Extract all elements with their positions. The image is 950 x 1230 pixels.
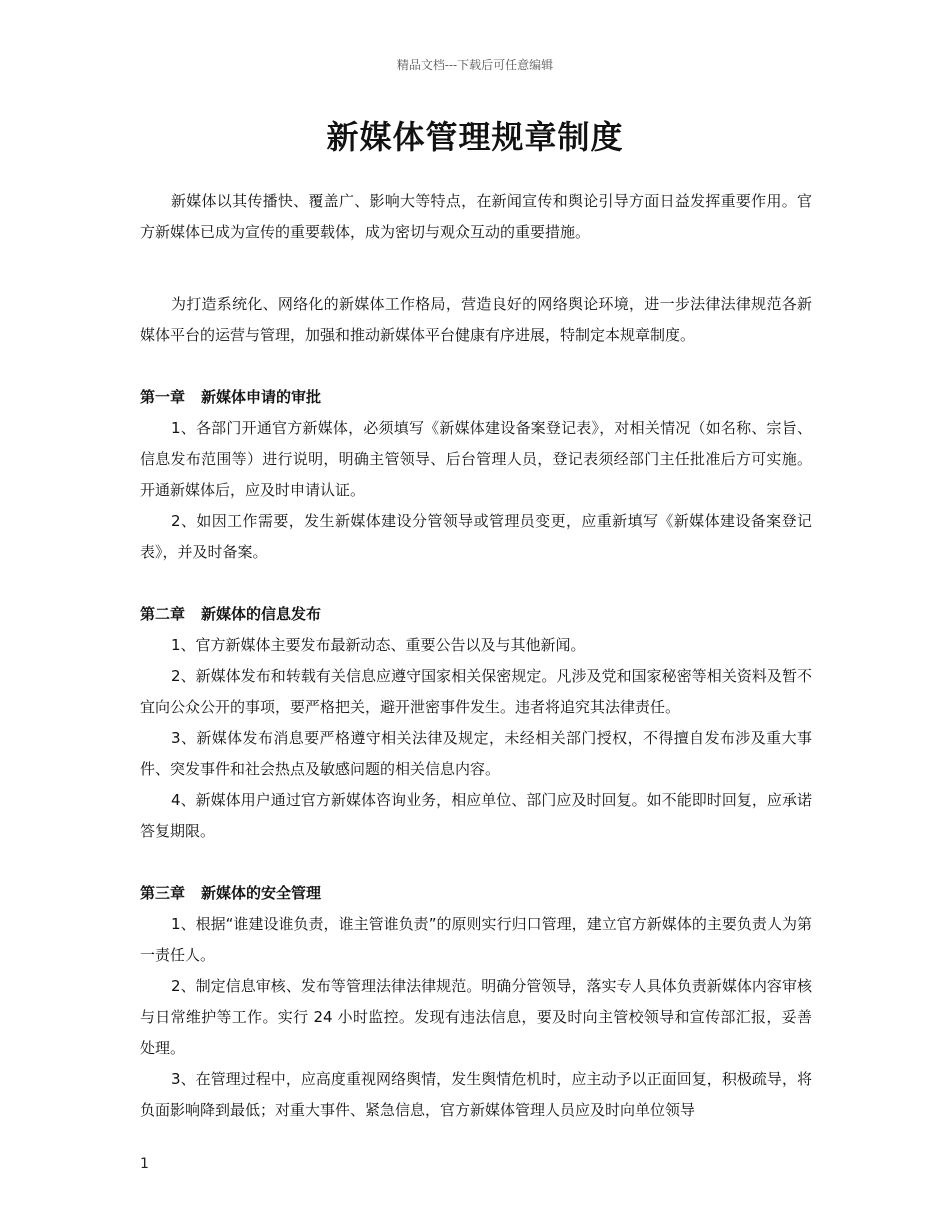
- clause-paragraph: 1、根据“谁建设谁负责，谁主管谁负责”的原则实行归口管理，建立官方新媒体的主要负责人为第一责任人。: [140, 915, 812, 964]
- chapter-number: 第二章: [140, 605, 186, 623]
- clause-paragraph: 2、如因工作需要，发生新媒体建设分管领导或管理员变更，应重新填写《新媒体建设备案登记表》，并及时备案。: [140, 512, 812, 561]
- document-title: 新媒体管理规章制度: [326, 118, 624, 156]
- paragraph-spacer: [140, 248, 812, 289]
- chapter-name: 新媒体的安全管理: [201, 884, 322, 902]
- header-note: 精品文档---下载后可任意编辑: [396, 58, 554, 72]
- intro-paragraph: 为打造系统化、网络化的新媒体工作格局，营造良好的网络舆论环境，进一步法律法律规范各新媒体平台的运营与管理，加强和推动新媒体平台健康有序进展，特制定本规章制度。: [140, 295, 812, 344]
- chapter-title: [140, 382, 812, 413]
- chapter-2: [140, 599, 812, 847]
- clause-paragraph: 1、官方新媒体主要发布最新动态、重要公告以及与其他新闻。: [171, 636, 586, 654]
- chapter-3: [140, 878, 812, 1126]
- clause-paragraph: 2、制定信息审核、发布等管理法律法律规范。明确分管领导，落实专人具体负责新媒体内容审核与日常维护等工作。实行 24 小时监控。发现有违法信息，要及时向主管校领导和宣传部汇报，妥善处理。: [140, 977, 812, 1057]
- chapter-number: 第三章: [140, 884, 186, 902]
- clause-paragraph: 4、新媒体用户通过官方新媒体咨询业务，相应单位、部门应及时回复。如不能即时回复，应承诺答复期限。: [140, 791, 812, 840]
- chapter-title: [140, 599, 812, 630]
- clause-paragraph: 2、新媒体发布和转载有关信息应遵守国家相关保密规定。凡涉及党和国家秘密等相关资料及暂不宜向公众公开的事项，要严格把关，避开泄密事件发生。违者将追究其法律责任。: [140, 667, 812, 716]
- chapter-title: [140, 878, 812, 909]
- chapter-name: 新媒体的信息发布: [201, 605, 322, 623]
- chapter-spacer: [140, 568, 812, 599]
- page-number: 1: [140, 1156, 149, 1172]
- chapter-spacer: [140, 351, 812, 382]
- clause-paragraph: 1、各部门开通官方新媒体，必须填写《新媒体建设备案登记表》，对相关情况（如名称、宗旨、信息发布范围等）进行说明，明确主管领导、后台管理人员，登记表须经部门主任批准后方可实施。开通新媒体后，应及时申请认证。: [140, 419, 812, 499]
- chapter-spacer: [140, 847, 812, 878]
- clause-paragraph: 3、在管理过程中，应高度重视网络舆情，发生舆情危机时，应主动予以正面回复，积极疏导，将负面影响降到最低；对重大事件、紧急信息，官方新媒体管理人员应及时向单位领导: [140, 1070, 812, 1119]
- document-body: [140, 186, 812, 1126]
- chapter-1: [140, 382, 812, 568]
- chapter-name: 新媒体申请的审批: [201, 388, 322, 406]
- clause-paragraph: 3、新媒体发布消息要严格遵守相关法律及规定，未经相关部门授权，不得擅自发布涉及重大事件、突发事件和社会热点及敏感问题的相关信息内容。: [140, 729, 812, 778]
- intro-paragraph: 新媒体以其传播快、覆盖广、影响大等特点，在新闻宣传和舆论引导方面日益发挥重要作用。官方新媒体已成为宣传的重要载体，成为密切与观众互动的重要措施。: [140, 192, 812, 241]
- chapter-number: 第一章: [140, 388, 186, 406]
